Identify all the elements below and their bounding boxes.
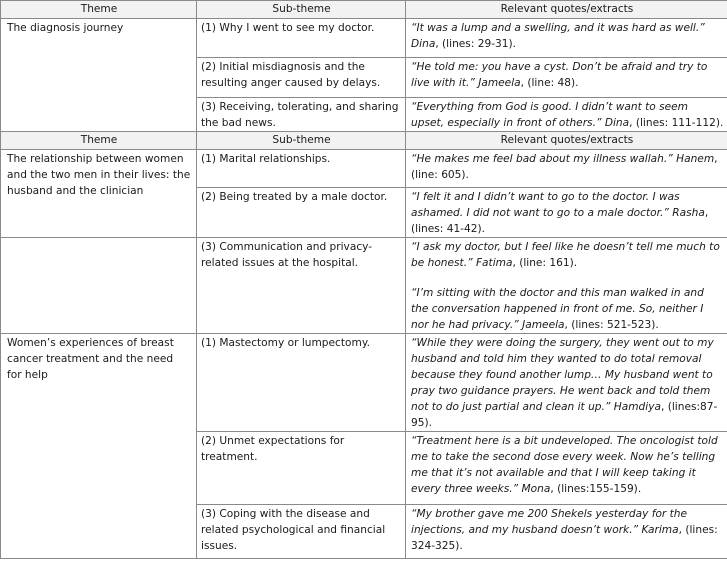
header-quotes: Relevant quotes/extracts bbox=[406, 132, 727, 150]
quote-text: “He makes me feel bad about my illness wallah.” bbox=[411, 153, 673, 165]
subtheme-cell: (2) Unmet expectations for treatment. bbox=[197, 432, 406, 505]
quote-speaker: Hamdiya bbox=[613, 401, 661, 413]
quote-speaker: Rasha bbox=[672, 207, 705, 219]
quote-cell bbox=[406, 505, 727, 559]
header-quotes: Relevant quotes/extracts bbox=[406, 1, 727, 19]
header-row bbox=[1, 1, 727, 19]
quote-cell bbox=[406, 98, 727, 132]
table-row bbox=[1, 150, 727, 188]
table-row bbox=[1, 238, 727, 334]
quote-speaker: Jameela bbox=[522, 319, 565, 331]
quote-ref: , (lines:155-159). bbox=[550, 483, 642, 495]
quote-cell bbox=[406, 150, 727, 188]
header-theme: Theme bbox=[1, 132, 197, 150]
quote-speaker: Dina bbox=[604, 117, 630, 129]
quote-cell bbox=[406, 334, 727, 432]
quote-speaker: Fatima bbox=[475, 257, 513, 269]
quote-text: “I ask my doctor, but I feel like he doesn’t tell me much to be honest.” bbox=[411, 241, 720, 269]
quote-cell bbox=[406, 188, 727, 238]
subtheme-cell: (3) Communication and privacy-related issues at the hospital. bbox=[197, 238, 406, 334]
quote-text: “Everything from God is good. I didn’t want to seem upset, especially in front of others.” bbox=[411, 101, 688, 129]
table-row bbox=[1, 334, 727, 432]
subtheme-cell: (2) Being treated by a male doctor. bbox=[197, 188, 406, 238]
quote-ref: , (lines:87-95). bbox=[411, 401, 718, 429]
theme-cell: The relationship between women and the two men in their lives: the husband and the clinician bbox=[1, 150, 197, 238]
header-theme: Theme bbox=[1, 1, 197, 19]
quote-ref: , (lines: 324-325). bbox=[411, 524, 718, 552]
theme-cell-empty bbox=[1, 238, 197, 334]
quote-text: “Treatment here is a bit undeveloped. The oncologist told me to take the second dose every week. Now he’s telling me that it’s not available and that I will keep taking it every three weeks.” bbox=[411, 435, 718, 495]
quote-speaker: Jameela bbox=[478, 77, 521, 89]
quote-ref: , (lines: 41-42). bbox=[411, 207, 709, 235]
quote-text: “He told me: you have a cyst. Don’t be afraid and try to live with it.” bbox=[411, 61, 708, 89]
quote-text: “I felt it and I didn’t want to go to the doctor. I was ashamed. I did not want to go to a male doctor.” bbox=[411, 191, 680, 219]
quote-ref: , (line: 605). bbox=[411, 153, 718, 181]
subtheme-cell: (1) Marital relationships. bbox=[197, 150, 406, 188]
header-subtheme: Sub-theme bbox=[197, 1, 406, 19]
quote-speaker: Dina bbox=[411, 38, 436, 50]
quote-text: “I’m sitting with the doctor and this man walked in and the conversation happened in front of me. So, neither I nor he had privacy.” bbox=[411, 287, 704, 331]
subtheme-cell: (2) Initial misdiagnosis and the resulting anger caused by delays. bbox=[197, 58, 406, 98]
quote-text: “While they were doing the surgery, they went out to my husband and told him they wanted to do total removal because they found another lump… My husband went to pray two guidance prayers. He went back and told them not to do just partial and clean it up.” bbox=[411, 337, 714, 413]
theme-cell: The diagnosis journey bbox=[1, 19, 197, 132]
quote-speaker: Mona bbox=[521, 483, 551, 495]
quote-ref: , (line: 48). bbox=[520, 77, 579, 89]
header-subtheme: Sub-theme bbox=[197, 132, 406, 150]
quote-speaker: Karima bbox=[641, 524, 679, 536]
quote-ref: , (lines: 521-523). bbox=[564, 319, 659, 331]
quote-cell bbox=[406, 238, 727, 334]
subtheme-cell: (1) Why I went to see my doctor. bbox=[197, 19, 406, 58]
quote-ref: , (lines: 29-31). bbox=[435, 38, 517, 50]
theme-cell: Women’s experiences of breast cancer treatment and the need for help bbox=[1, 334, 197, 559]
quote-ref: , (lines: 111-112). bbox=[629, 117, 724, 129]
quote-cell bbox=[406, 19, 727, 58]
header-row bbox=[1, 132, 727, 150]
subtheme-cell: (3) Coping with the disease and related psychological and financial issues. bbox=[197, 505, 406, 559]
table-row bbox=[1, 19, 727, 58]
quote-text: “It was a lump and a swelling, and it was hard as well.” bbox=[411, 22, 705, 34]
quote-cell bbox=[406, 432, 727, 505]
quote-cell bbox=[406, 58, 727, 98]
quote-speaker: Hanem bbox=[676, 153, 715, 165]
quote-ref: , (line: 161). bbox=[512, 257, 578, 269]
subtheme-cell: (3) Receiving, tolerating, and sharing the bad news. bbox=[197, 98, 406, 132]
quote-text: “My brother gave me 200 Shekels yesterday for the injections, and my husband doesn’t work.” bbox=[411, 508, 688, 536]
subtheme-cell: (1) Mastectomy or lumpectomy. bbox=[197, 334, 406, 432]
